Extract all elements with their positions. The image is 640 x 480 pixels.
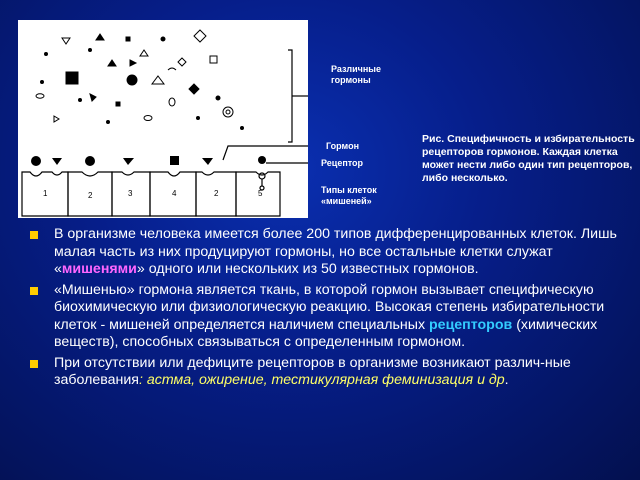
label-various-hormones: Различные гормоны [331,64,381,85]
bullet-list [30,226,630,393]
figure-caption: Рис. Специфичность и избирательность рецепторов гормонов. Каждая клетка может нести либо один тип рецепторов, либо несколько. [422,133,635,184]
cell-number-labels [43,189,263,200]
label-receptor: Рецептор [321,158,364,168]
bullet-text: » одного или нескольких из 50 известных гормонов. [136,261,479,277]
hormone-receptor-diagram [18,20,308,218]
bullet-item [30,226,630,279]
target-cells [22,172,280,216]
hormone-leader [223,146,308,160]
bound-hormones [31,156,266,166]
bullet-text: «Мишенью» гормона является ткань, в которой гормон вызывает специфическую биохимическую или физиологическую реакцию. Высокая степень избирательности клеток - мишеней определяется наличием специальных [54,281,605,333]
bullet-square-icon [30,360,38,368]
cell-number: 3 [128,189,133,198]
term-receptors: рецепторов [429,316,513,333]
term-diseases: : астма, ожирение, тестикулярная феминизация и др [138,372,505,388]
bullet-square-icon [30,287,38,295]
diagram-drawing [18,20,308,218]
hormones-bracket [288,50,292,142]
bullet-item [30,282,630,352]
cell-number: 4 [172,189,177,198]
hormone-shapes [36,30,244,130]
label-hormone: Гормон [326,141,360,151]
cell-number: 1 [43,189,48,198]
bullet-text: В организме человека имеется более 200 типов дифференцированных клеток. Лишь малая часть из них продуцируют гормоны, но все остальные клетки служат « [54,226,617,277]
bullet-text: (химических веществ), способных связываться с определенным гормоном. [54,316,598,350]
cell-number: 5 [258,189,263,198]
cell-number: 2 [214,189,219,198]
label-target-cell-types: Типы клеток «мишеней» [321,185,377,206]
bullet-text: При отсутствии или дефиците рецепторов в организме возникают различ-ные заболевания [54,354,571,388]
term-targets: мишенями [61,261,137,277]
bullet-text: . [504,372,509,388]
bullet-square-icon [30,231,38,239]
bullet-item [30,355,630,390]
cell-number: 2 [88,191,93,200]
